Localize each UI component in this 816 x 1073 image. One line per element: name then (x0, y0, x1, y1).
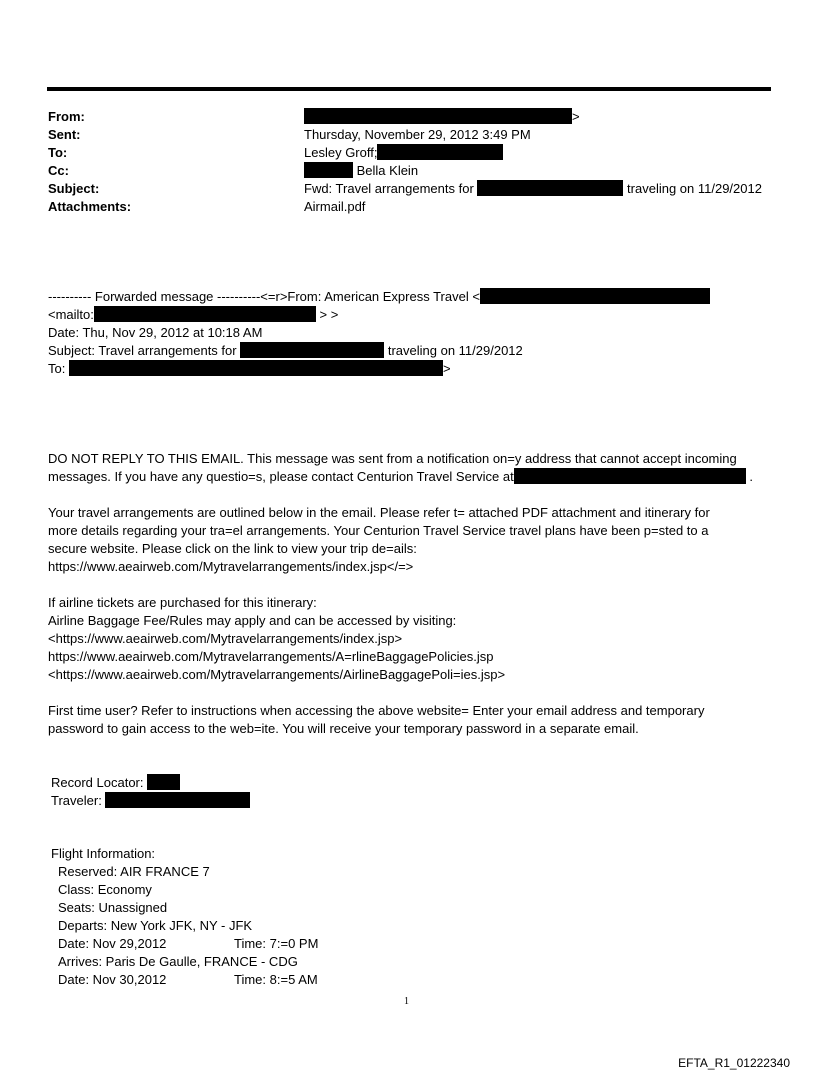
baggage-line-2: Airline Baggage Fee/Rules may apply and can be accessed by visiting: (48, 613, 457, 628)
flight-arrive-datetime (58, 971, 458, 989)
trip-link[interactable]: https://www.aeairweb.com/Mytravelarrangements/index.jsp</=> (48, 559, 414, 574)
flight-info-title: Flight Information: (51, 846, 156, 861)
mailto-end: > > (319, 307, 339, 322)
notice-line-2 (48, 468, 753, 486)
arrangements-line-3: secure website. Please click on the link to view your trip de=ails: (48, 541, 417, 556)
traveler (51, 792, 250, 810)
redaction-box (477, 180, 623, 196)
flight-class: Class: Economy (58, 882, 152, 897)
document-id: EFTA_R1_01222340 (678, 1056, 790, 1070)
notice-text: messages. If you have any questio=s, please contact Centurion Travel Service at (48, 469, 514, 484)
baggage-link-2[interactable]: https://www.aeairweb.com/Mytravelarrangements/A=rlineBaggagePolicies.jsp (48, 649, 494, 664)
traveler-label: Traveler: (51, 793, 102, 808)
to-label: To: (48, 145, 68, 160)
arrangements-line-1: Your travel arrangements are outlined below in the email. Please refer t= attached PDF attachment and itinerary for (48, 505, 710, 520)
redaction-box (94, 306, 316, 322)
redaction-box (304, 108, 572, 124)
forwarded-subject (48, 342, 523, 360)
forwarded-to-end: > (442, 361, 451, 376)
cc-value: Bella Klein (356, 163, 419, 178)
redaction-box (514, 468, 746, 484)
flight-departs: Departs: New York JFK, NY - JFK (58, 918, 253, 933)
to-value: Lesley Groff; (304, 145, 378, 160)
to-row (48, 144, 378, 162)
cc-label: Cc: (48, 163, 69, 178)
baggage-line-1: If airline tickets are purchased for this itinerary: (48, 595, 317, 610)
record-locator-label: Record Locator: (51, 775, 144, 790)
from-suffix: > (572, 109, 580, 124)
subject-row (48, 180, 762, 198)
attachment-link[interactable]: Airmail.pdf (304, 199, 366, 214)
depart-time: Time: 7:=0 PM (234, 936, 319, 951)
from-row (48, 108, 580, 126)
forwarded-subject-suffix: traveling on 11/29/2012 (387, 343, 523, 358)
attachments-label: Attachments: (48, 199, 132, 214)
flight-depart-datetime (58, 935, 458, 953)
forwarded-mailto (48, 306, 338, 324)
first-time-line-2: password to gain access to the web=ite. You will receive your temporary password in a separate email. (48, 721, 639, 736)
redaction-box (105, 792, 250, 808)
forwarded-subject-prefix: Subject: Travel arrangements for (48, 343, 237, 358)
baggage-link-3[interactable]: <https://www.aeairweb.com/Mytravelarrangements/AirlineBaggagePoli=ies.jsp> (48, 667, 506, 682)
forwarded-to (48, 360, 451, 378)
sent-row (48, 126, 531, 144)
arrive-date: Date: Nov 30,2012 (58, 972, 167, 987)
sent-value: Thursday, November 29, 2012 3:49 PM (304, 127, 531, 142)
header-rule (47, 87, 771, 91)
arrangements-line-2: more details regarding your tra=el arrangements. Your Centurion Travel Service travel plans have been p=sted to a (48, 523, 709, 538)
redaction-box (69, 360, 443, 376)
forwarded-date: Date: Thu, Nov 29, 2012 at 10:18 AM (48, 325, 263, 340)
forwarded-to-label: To: (48, 361, 66, 376)
mailto-text: <mailto: (48, 307, 94, 322)
subject-label: Subject: (48, 181, 100, 196)
arrive-time: Time: 8:=5 AM (234, 972, 318, 987)
forwarded-header-text: ---------- Forwarded message ----------<=r>From: American Express Travel < (48, 289, 480, 304)
subject-suffix: traveling on 11/29/2012 (627, 181, 762, 196)
flight-reserved: Reserved: AIR FRANCE 7 (58, 864, 210, 879)
redaction-box (240, 342, 384, 358)
subject-prefix: Fwd: Travel arrangements for (304, 181, 474, 196)
notice-line-1: DO NOT REPLY TO THIS EMAIL. This message was sent from a notification on=y address that cannot accept incoming (48, 451, 737, 466)
notice-end: . (749, 469, 753, 484)
redaction-box (377, 144, 503, 160)
depart-date: Date: Nov 29,2012 (58, 936, 167, 951)
redaction-box (480, 288, 710, 304)
flight-arrives: Arrives: Paris De Gaulle, FRANCE - CDG (58, 954, 298, 969)
page-number: 1 (404, 996, 409, 1007)
cc-row (48, 162, 419, 180)
from-label: From: (48, 109, 85, 124)
redaction-box (147, 774, 180, 790)
attachments-row (48, 198, 366, 216)
record-locator (51, 774, 180, 792)
redaction-box (304, 162, 353, 178)
forwarded-line-1 (48, 288, 710, 306)
flight-seats: Seats: Unassigned (58, 900, 168, 915)
first-time-line-1: First time user? Refer to instructions when accessing the above website= Enter your email address and temporary (48, 703, 705, 718)
sent-label: Sent: (48, 127, 81, 142)
baggage-link-1[interactable]: <https://www.aeairweb.com/Mytravelarrangements/index.jsp> (48, 631, 403, 646)
